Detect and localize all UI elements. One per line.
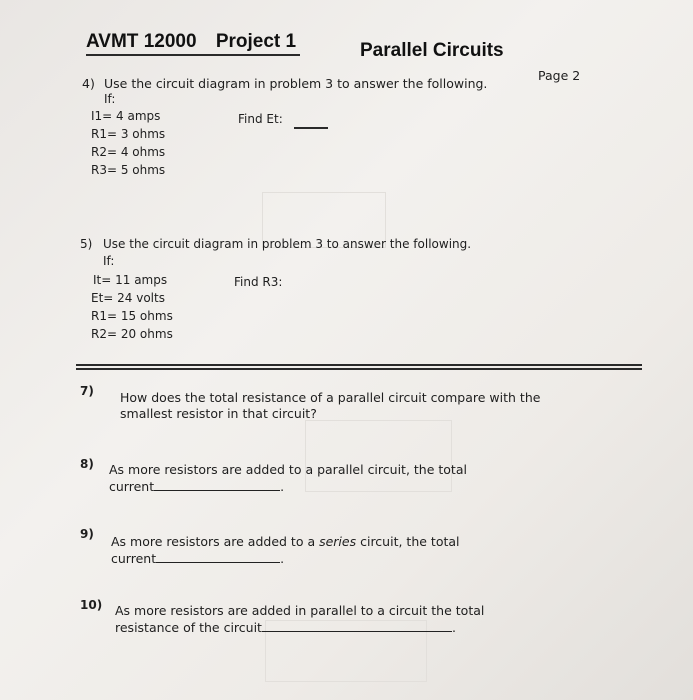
q5-given-1: Et= 24 volts xyxy=(91,291,165,305)
q9-line2-text: current xyxy=(111,551,157,566)
q9-line2 xyxy=(111,551,284,566)
q4-given-1: R1= 3 ohms xyxy=(91,127,166,141)
q8-line2-text: current xyxy=(109,479,155,494)
q7-line1: How does the total resistance of a parallel circuit compare with the xyxy=(120,390,541,405)
q8-line2 xyxy=(109,479,284,494)
project-label: Project 1 xyxy=(215,31,297,52)
q4-number: 4) xyxy=(82,76,95,91)
q4-if-label: If: xyxy=(104,92,116,106)
q4-answer-blank[interactable] xyxy=(294,127,328,129)
q5-given-3: R2= 20 ohms xyxy=(91,327,173,341)
topic-title: Parallel Circuits xyxy=(360,40,504,61)
q8-period: . xyxy=(280,479,285,494)
course-code: AVMT 12000 xyxy=(86,31,197,52)
q8-line1: As more resistors are added to a parallel circuit, the total xyxy=(109,462,467,477)
q9-line1-pre: As more resistors are added to a xyxy=(111,534,320,549)
title-underline xyxy=(86,54,300,56)
q9-answer-blank[interactable] xyxy=(156,552,280,563)
q10-line2-text: resistance of the circuit xyxy=(115,620,262,635)
q8-answer-blank[interactable] xyxy=(154,480,280,491)
q5-given-2: R1= 15 ohms xyxy=(91,309,173,323)
q5-number: 5) xyxy=(80,237,93,251)
q10-answer-blank[interactable] xyxy=(262,621,452,632)
q4-given-0: I1= 4 amps xyxy=(91,109,161,123)
q5-find: Find R3: xyxy=(234,275,283,289)
course-title xyxy=(86,31,296,53)
q10-line1: As more resistors are added in parallel to a circuit the total xyxy=(115,603,485,618)
page-number: Page 2 xyxy=(538,68,581,83)
q10-line2 xyxy=(115,620,456,635)
q8-number: 8) xyxy=(80,457,94,471)
q10-number: 10) xyxy=(80,598,103,612)
q9-period: . xyxy=(280,551,285,566)
q9-line1 xyxy=(111,534,460,549)
q5-prompt: Use the circuit diagram in problem 3 to answer the following. xyxy=(103,237,472,251)
q4-given-2: R2= 4 ohms xyxy=(91,145,166,159)
q4-find: Find Et: xyxy=(238,112,283,126)
q9-line1-em: series xyxy=(319,534,357,549)
q9-line1-post: circuit, the total xyxy=(356,534,460,549)
q5-given-0: It= 11 amps xyxy=(93,273,168,287)
q9-number: 9) xyxy=(80,527,94,541)
section-divider-top xyxy=(76,364,642,366)
section-divider-bottom xyxy=(76,368,642,370)
bleed-through-shape xyxy=(305,420,452,492)
q5-if-label: If: xyxy=(103,254,115,268)
q7-number: 7) xyxy=(80,384,94,398)
q7-line2: smallest resistor in that circuit? xyxy=(120,406,317,421)
q10-period: . xyxy=(451,620,456,635)
q4-prompt: Use the circuit diagram in problem 3 to answer the following. xyxy=(104,76,488,91)
q4-given-3: R3= 5 ohms xyxy=(91,163,166,177)
